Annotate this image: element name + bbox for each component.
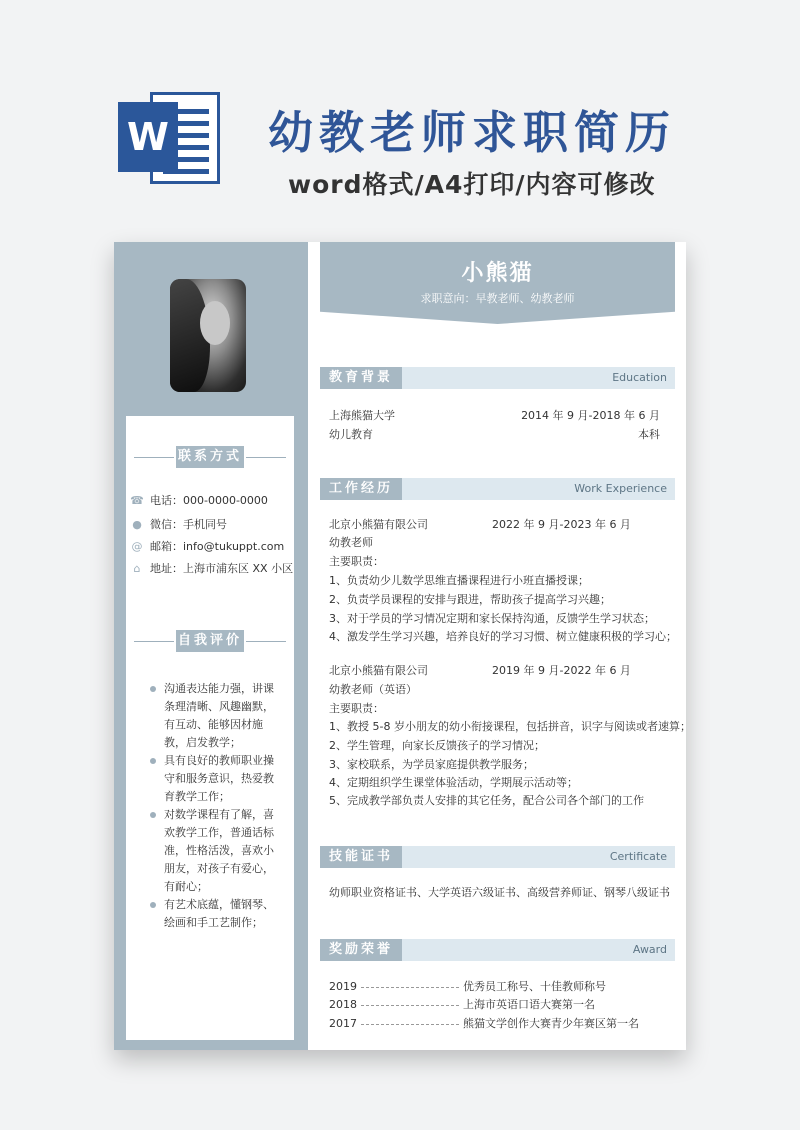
list-item: 具有良好的教师职业操守和服务意识，热爱教育教学工作； [150,752,280,806]
award-row: 2018 上海市英语口语大赛第一名 [329,998,595,1011]
candidate-name: 小熊猫 [461,261,534,286]
contact-section-header [126,446,294,468]
word-letter: W [118,102,178,172]
page-subtitle: word格式/A4打印/内容可修改 [288,170,656,199]
skills-title-en: Certificate [609,850,667,863]
job-duty: 2、负责学员课程的安排与跟进，帮助孩子提高学习兴趣； [329,593,611,606]
education-title: 教育背景 [320,367,402,389]
award-row: 2019 优秀员工称号、十佳教师称号 [329,980,606,993]
education-title-en: Education [612,371,667,384]
phone-icon: ☎ [130,494,144,507]
page-title: 幼教老师求职简历 [268,106,677,159]
education-period: 2014 年 9 月-2018 年 6 月 [521,409,660,422]
job-period: 2022 年 9 月-2023 年 6 月 [492,518,631,531]
work-title-en: Work Experience [574,482,667,495]
job-duty-label: 主要职责： [329,702,384,715]
job-position: 幼教老师 [329,536,373,549]
education-degree: 本科 [638,428,660,441]
job-company: 北京小熊猫有限公司 [329,518,428,531]
job-duty: 2、学生管理，向家长反馈孩子的学习情况； [329,739,545,752]
self-eval-list [150,680,280,932]
email-icon: @ [131,540,143,553]
skills-section-header [320,846,675,868]
list-item: 沟通表达能力强，讲课条理清晰、风趣幽默，有互动、能够因材施教，启发教学； [150,680,280,752]
education-section-header [320,367,675,389]
job-period: 2019 年 9 月-2022 年 6 月 [492,664,631,677]
contact-address: ⌂ 地址：上海市浦东区 XX 小区 [130,560,293,576]
award-row: 2017 熊猫文学创作大赛青少年赛区第一名 [329,1017,639,1030]
work-section-header [320,478,675,500]
right-panel [308,242,691,1050]
job-duty: 5、完成教学部负责人安排的其它任务，配合公司各个部门的工作 [329,794,644,807]
home-icon: ⌂ [133,562,141,575]
resume-sheet [114,242,691,1050]
job-duty-label: 主要职责： [329,555,384,568]
awards-section-header [320,939,675,961]
contact-email: @ 邮箱：info@tukuppt.com [131,540,285,553]
self-eval-section-header [126,630,294,652]
contact-section-title: 联系方式 [176,446,244,468]
job-duty: 1、负责幼少儿数学思维直播课程进行小班直播授课； [329,574,589,587]
job-intent: 求职意向：早教老师、幼教老师 [420,292,575,305]
word-icon [118,84,228,194]
job-duty: 3、对于学员的学习情况定期和家长保持沟通，反馈学生学习状态； [329,612,655,625]
awards-title-en: Award [632,943,667,956]
list-item: 有艺术底蕴，懂钢琴、绘画和手工艺制作； [150,896,280,932]
awards-title: 奖励荣誉 [320,939,402,961]
work-title: 工作经历 [320,478,402,500]
self-eval-section-title: 自我评价 [176,630,244,652]
skills-title: 技能证书 [320,846,402,868]
education-school: 上海熊猫大学 [329,409,395,422]
job-position: 幼教老师（英语） [329,683,417,696]
job-duty: 4、定期组织学生课堂体验活动，学期展示活动等； [329,776,578,789]
wechat-icon: ● [132,518,142,531]
job-duty: 3、家校联系，为学员家庭提供教学服务； [329,758,534,771]
profile-photo [170,279,246,392]
job-company: 北京小熊猫有限公司 [329,664,428,677]
left-panel [126,416,294,1040]
list-item: 对数学课程有了解，喜欢教学工作，普通话标准，性格活泼，喜欢小朋友，对孩子有爱心，有耐心； [150,806,280,896]
contact-wechat: ● 微信：手机同号 [130,516,227,532]
skills-text: 幼师职业资格证书、大学英语六级证书、高级营养师证、钢琴八级证书 [329,886,670,899]
contact-phone: ☎ 电话：000-0000-0000 [130,494,268,507]
job-duty: 1、教授 5-8 岁小朋友的幼小衔接课程，包括拼音，识字与阅读或者速算； [329,720,691,733]
education-major: 幼儿教育 [329,428,373,441]
job-duty: 4、激发学生学习兴趣，培养良好的学习习惯、树立健康积极的学习心； [329,630,677,643]
